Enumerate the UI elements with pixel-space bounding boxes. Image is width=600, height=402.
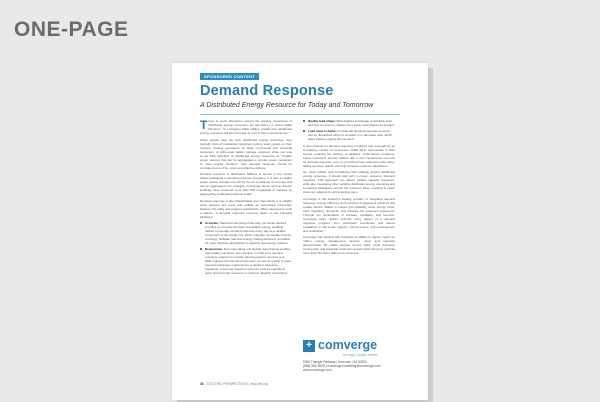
document-subtitle: A Distributed Energy Resource for Today and Tomorrow bbox=[200, 102, 374, 109]
list-item bbox=[200, 247, 292, 275]
body-paragraph: Comverge has worked with hundreds of utilities to deploy nearly six million energy management devices, owns and operates approximately 85 million devices across utility, small business, commercial, and industrial customers across North America, and has more than 15 million utility end customers. bbox=[303, 235, 395, 255]
page-number: 40 bbox=[200, 382, 204, 386]
bullet-lead: Accurate: bbox=[205, 221, 219, 225]
page-footer bbox=[200, 382, 268, 386]
list-item bbox=[200, 221, 292, 245]
comverge-logo bbox=[303, 338, 403, 356]
body-paragraph: So, when utilities start formalizing their strategy around distributed energy resources, it should start with a proven resource: Demand response. This approach can deliver reliable capacity resources, while also integrating other variable distributed energy resources and increasing satisfaction across the customer base, resulting in better customer relations for all remaining steps. bbox=[303, 170, 395, 194]
body-paragraph: Demand response is distributed. Millions of homes in the United States participate in demand response programs. It is also a smaller power source (usually one kW for the air conditioner at a home) and can be aggregated. For example, Comverge clients such as Exelon Holdings have amassed more than 500 megawatts of capacity by aggregating residential customer loads. bbox=[200, 172, 292, 196]
list-item bbox=[303, 119, 395, 127]
dropcap: T bbox=[200, 118, 208, 132]
contact-block bbox=[303, 360, 399, 373]
attribute-list bbox=[303, 119, 395, 141]
footer-text: ELECTRIC PERSPECTIVES | www.eei.org bbox=[206, 382, 268, 386]
contact-website: www.comverge.com bbox=[303, 368, 332, 373]
right-column bbox=[303, 119, 395, 258]
body-paragraph: When people hear the term distributed energy resources, they typically think of residential customers putting solar panels on their rooftops, backup generators on large commercial and industrial customers, or utility-scale battery storage. However, when you look at the EPA definition of distributed energy resources as "smaller power sources that can be aggregated to provide power necessary to meet regular demand," then demand response should be considered one of the most cost-effective options. bbox=[200, 137, 292, 170]
bullet-text: Statistical sampling of two-way connected devices provides an accurate forecast of available energy, enabling utilities to leverage demand response every day as a reliable component of the supply mix, better integrate renewable sources of energy, facilitate real-time energy trading decisions, and allow for more effective participation in capacity and energy markets. bbox=[205, 221, 292, 245]
attribute-list bbox=[200, 221, 292, 275]
list-item bbox=[303, 129, 395, 141]
logo-tagline: energy made better bbox=[343, 352, 378, 357]
bullet-text: A residential demand response resource can be dispatched either to increase or to decrease load, which helps balance supply and demand. bbox=[308, 129, 393, 141]
logo-wordmark: comverge bbox=[318, 338, 378, 352]
intro-paragraph bbox=[200, 119, 292, 135]
bullet-lead: Quality load shape: bbox=[308, 119, 336, 123]
page-type-label: ONE-PAGE bbox=[14, 18, 129, 41]
document-title: Demand Response bbox=[200, 83, 334, 99]
contact-phone-email: (888) 565-5525 | comverge.marketing@comverge.com bbox=[303, 364, 381, 369]
bullet-lead: Load shed or build: bbox=[308, 129, 336, 133]
bullet-text: With detailed knowledge of available load and how to control it, utilities can custom load shapes as needed. bbox=[308, 119, 395, 127]
body-paragraph: Demand response is also dispatchable and, importantly, it is reliable when devices are used that enable an automated connection between the utility and program participants. When deployed in such a fashion, a demand response resource takes on the following attributes: bbox=[200, 198, 292, 219]
contact-address: 5390 Triangle Parkway | Norcross, GA 30092 bbox=[303, 360, 367, 364]
bullet-lead: Responsive: bbox=[205, 247, 223, 251]
title-divider bbox=[200, 114, 400, 115]
bullet-text: Fast responding and flexible load shaping enables high-quality outcomes. For example, in order for a demand response program to provide spinning reserve services (e.g., DER registered for demand response), as well as qualify to meet resource adequacy requirements or assist in frequency regulation, a demand response resource must be capable of quick and accurate response to real-time dispatch instructions. bbox=[205, 247, 291, 275]
paragraph-text: here is much discussion around the growing importance of distributed energy resources. As reported in a recent IWEF Directory, "in managing DER utilities predict that distributed energy resources will also increase as part of their overall fuel mix." bbox=[200, 119, 292, 135]
logo-mark-icon: + bbox=[303, 340, 315, 352]
body-paragraph: Comverge is the industry's leading provider of integrated demand response, energy efficiency and customer engagement solutions that enable electric utilities to ensure grid reliability, lower energy costs, meet regulatory demands, and enhance the customer experience. Through our combination of software, hardware, and services, Comverge helps utilities optimize every aspect of a demand response program, from participant recruitment and device installation to call center support, control events, and measurement and verification. bbox=[303, 196, 395, 233]
left-column bbox=[200, 119, 292, 278]
body-paragraph: A new channel for demand response programs has emerged as an increasing number of consumers install Wi-Fi thermostats in their homes, enabling the delivery of adaptive, smart-device programs. These customers provide utilities with a very inexpensive resource for demand response, and, by providing these customers with value-added services, utilities can help increase customer satisfaction. bbox=[303, 143, 395, 168]
document-page bbox=[172, 63, 428, 400]
sponsored-tag: SPONSORED CONTENT bbox=[200, 73, 259, 80]
